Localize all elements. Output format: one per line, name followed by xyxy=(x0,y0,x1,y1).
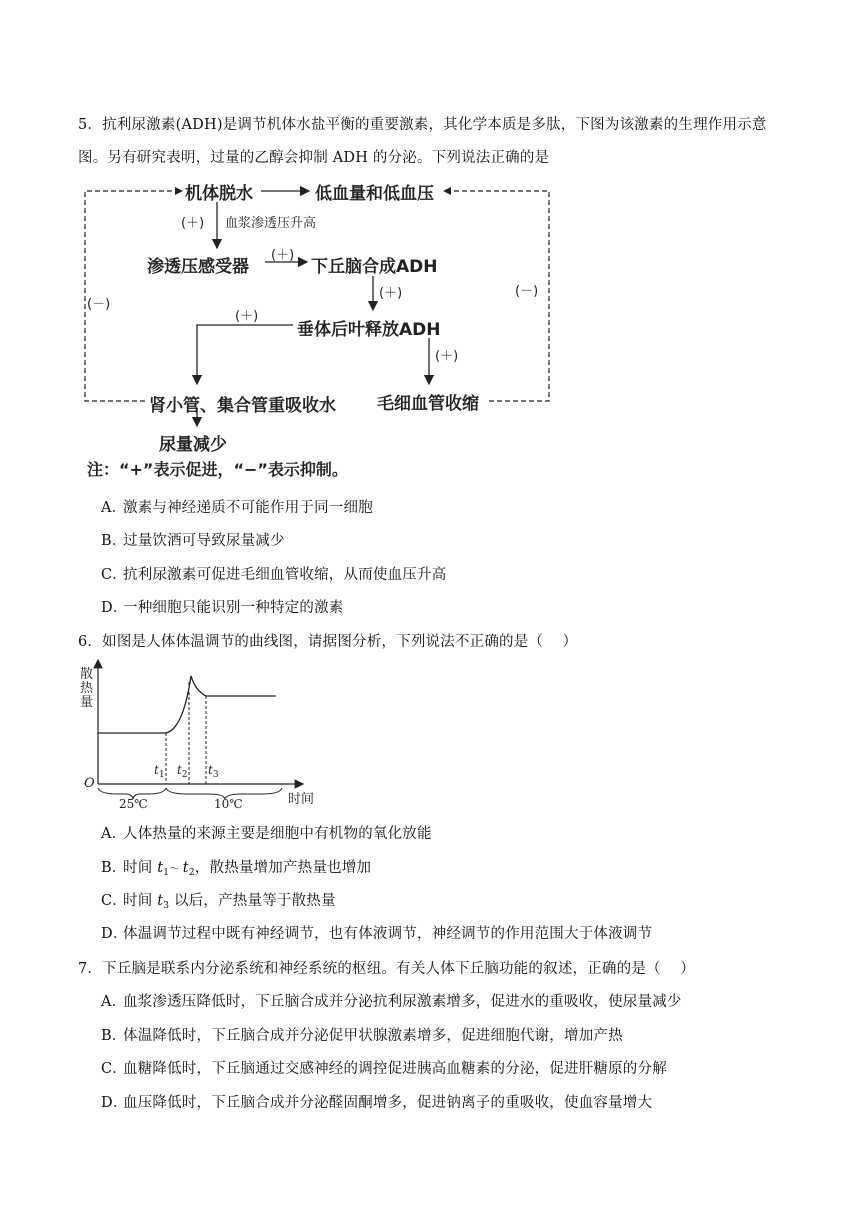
q7-option-b[interactable] xyxy=(101,1024,623,1045)
q7-option-a[interactable] xyxy=(101,990,682,1011)
heat-dissipation-graph xyxy=(78,630,338,815)
t-symbol: t xyxy=(157,860,164,876)
option-text: 人体热量的来源主要是细胞中有机物的氧化放能 xyxy=(123,826,432,842)
t-symbol: t xyxy=(157,893,164,909)
temp-10: 10℃ xyxy=(214,797,243,811)
option-text: 体温降低时，下丘脑合成并分泌促甲状腺激素增多，促进细胞代谢，增加产热 xyxy=(123,1028,623,1044)
q6-option-a[interactable] xyxy=(101,822,432,843)
q6-stem: 6．如图是人体体温调节的曲线图，请据图分析，下列说法不正确的是（ ） xyxy=(78,634,578,650)
q7-stem: 7．下丘脑是联系内分泌系统和神经系统的枢纽。有关人体下丘脑功能的叙述，正确的是（ ） xyxy=(78,961,695,977)
graph-xlabel: 时间 xyxy=(288,792,315,807)
q5-option-a[interactable] xyxy=(101,496,373,517)
t-symbol: t xyxy=(182,860,189,876)
option-label: A． xyxy=(101,994,127,1010)
temp-25: 25℃ xyxy=(119,797,148,811)
option-text: 血压降低时，下丘脑合成并分泌醛固酮增多，促进钠离子的重吸收，使血容量增大 xyxy=(123,1095,653,1111)
option-label: C． xyxy=(101,893,127,909)
option-text: 抗利尿激素可促进毛细血管收缩，从而使血压升高 xyxy=(123,567,447,583)
option-label: C． xyxy=(101,1061,127,1077)
label-plus-1: (＋) xyxy=(181,216,205,231)
option-text: 血浆渗透压降低时，下丘脑合成并分泌抗利尿激素增多，促进水的重吸收，使尿量减少 xyxy=(123,994,682,1010)
option-text-pre: 时间 xyxy=(123,893,158,909)
label-plus-2: (＋) xyxy=(271,248,295,263)
tick-t2: $t_2$ xyxy=(177,763,188,780)
label-minus-right: (－) xyxy=(515,284,539,299)
range-sign: ～ xyxy=(169,864,183,875)
label-minus-left: (－) xyxy=(87,297,111,312)
label-plus-5: (＋) xyxy=(435,349,459,364)
adh-flow-diagram xyxy=(75,172,565,492)
q5-option-b[interactable] xyxy=(101,529,285,550)
q6-option-d[interactable] xyxy=(101,922,652,943)
diagram-note: 注：“+”表示促进，“−”表示抑制。 xyxy=(87,460,348,479)
q6-option-c[interactable] xyxy=(101,889,336,910)
q5-option-c[interactable] xyxy=(101,563,446,584)
option-label: D． xyxy=(101,926,128,942)
node-low-blood-volume: 低血量和低血压 xyxy=(315,184,434,204)
graph-origin: O xyxy=(84,776,95,791)
q5-stem-line2: 图。另有研究表明，过量的乙醇会抑制 ADH 的分泌。下列说法正确的是 xyxy=(78,150,550,166)
node-hypothalamus-adh: 下丘脑合成ADH xyxy=(311,257,438,277)
option-text-pre: 时间 xyxy=(123,860,158,876)
node-osmoreceptor: 渗透压感受器 xyxy=(147,257,249,277)
q6-option-b[interactable] xyxy=(101,856,371,877)
option-text: 血糖降低时，下丘脑通过交感神经的调控促进胰高血糖素的分泌，促进肝糖原的分解 xyxy=(123,1061,667,1077)
node-kidney-reabsorb: 肾小管、集合管重吸收水 xyxy=(149,396,336,416)
option-label: D． xyxy=(101,600,128,616)
option-text-post: 以后，产热量等于散热量 xyxy=(169,893,336,909)
option-label: C． xyxy=(101,567,127,583)
option-text-post: ，散热量增加产热量也增加 xyxy=(194,860,372,876)
node-posterior-pituitary: 垂体后叶释放ADH xyxy=(297,320,441,340)
label-plasma-osmotic: 血浆渗透压升高 xyxy=(225,216,317,231)
option-text: 激素与神经递质不可能作用于同一细胞 xyxy=(123,500,373,516)
t-subscript: 2 xyxy=(188,868,195,878)
q5-stem-line1: 5．抗利尿激素(ADH)是调节机体水盐平衡的重要激素，其化学本质是多肽，下图为该激素的生理作用示意 xyxy=(78,117,767,133)
q5-option-d[interactable] xyxy=(101,596,344,617)
q7-option-c[interactable] xyxy=(101,1057,667,1078)
q7-option-d[interactable] xyxy=(101,1091,652,1112)
node-urine-decrease: 尿量减少 xyxy=(159,435,227,455)
heat-curve xyxy=(98,676,276,733)
graph-ylabel: 散热量 xyxy=(80,667,94,710)
option-label: A． xyxy=(101,500,127,516)
option-text: 一种细胞只能识别一种特定的激素 xyxy=(123,600,344,616)
option-label: B． xyxy=(101,533,127,549)
option-label: B． xyxy=(101,860,127,876)
node-capillary-constrict: 毛细血管收缩 xyxy=(377,394,479,414)
tick-t3: $t_3$ xyxy=(208,763,219,780)
option-text: 体温调节过程中既有神经调节，也有体液调节，神经调节的作用范围大于体液调节 xyxy=(123,926,653,942)
label-plus-3: (＋) xyxy=(379,286,403,301)
node-dehydration: 机体脱水 xyxy=(185,184,253,204)
t-subscript: 3 xyxy=(163,901,170,911)
option-label: A． xyxy=(101,826,127,842)
option-label: D． xyxy=(101,1095,128,1111)
option-label: B． xyxy=(101,1028,127,1044)
label-plus-4: (＋) xyxy=(235,309,259,324)
t-subscript: 1 xyxy=(163,868,170,878)
option-text: 过量饮酒可导致尿量减少 xyxy=(123,533,285,549)
tick-t1: $t_1$ xyxy=(154,763,165,780)
